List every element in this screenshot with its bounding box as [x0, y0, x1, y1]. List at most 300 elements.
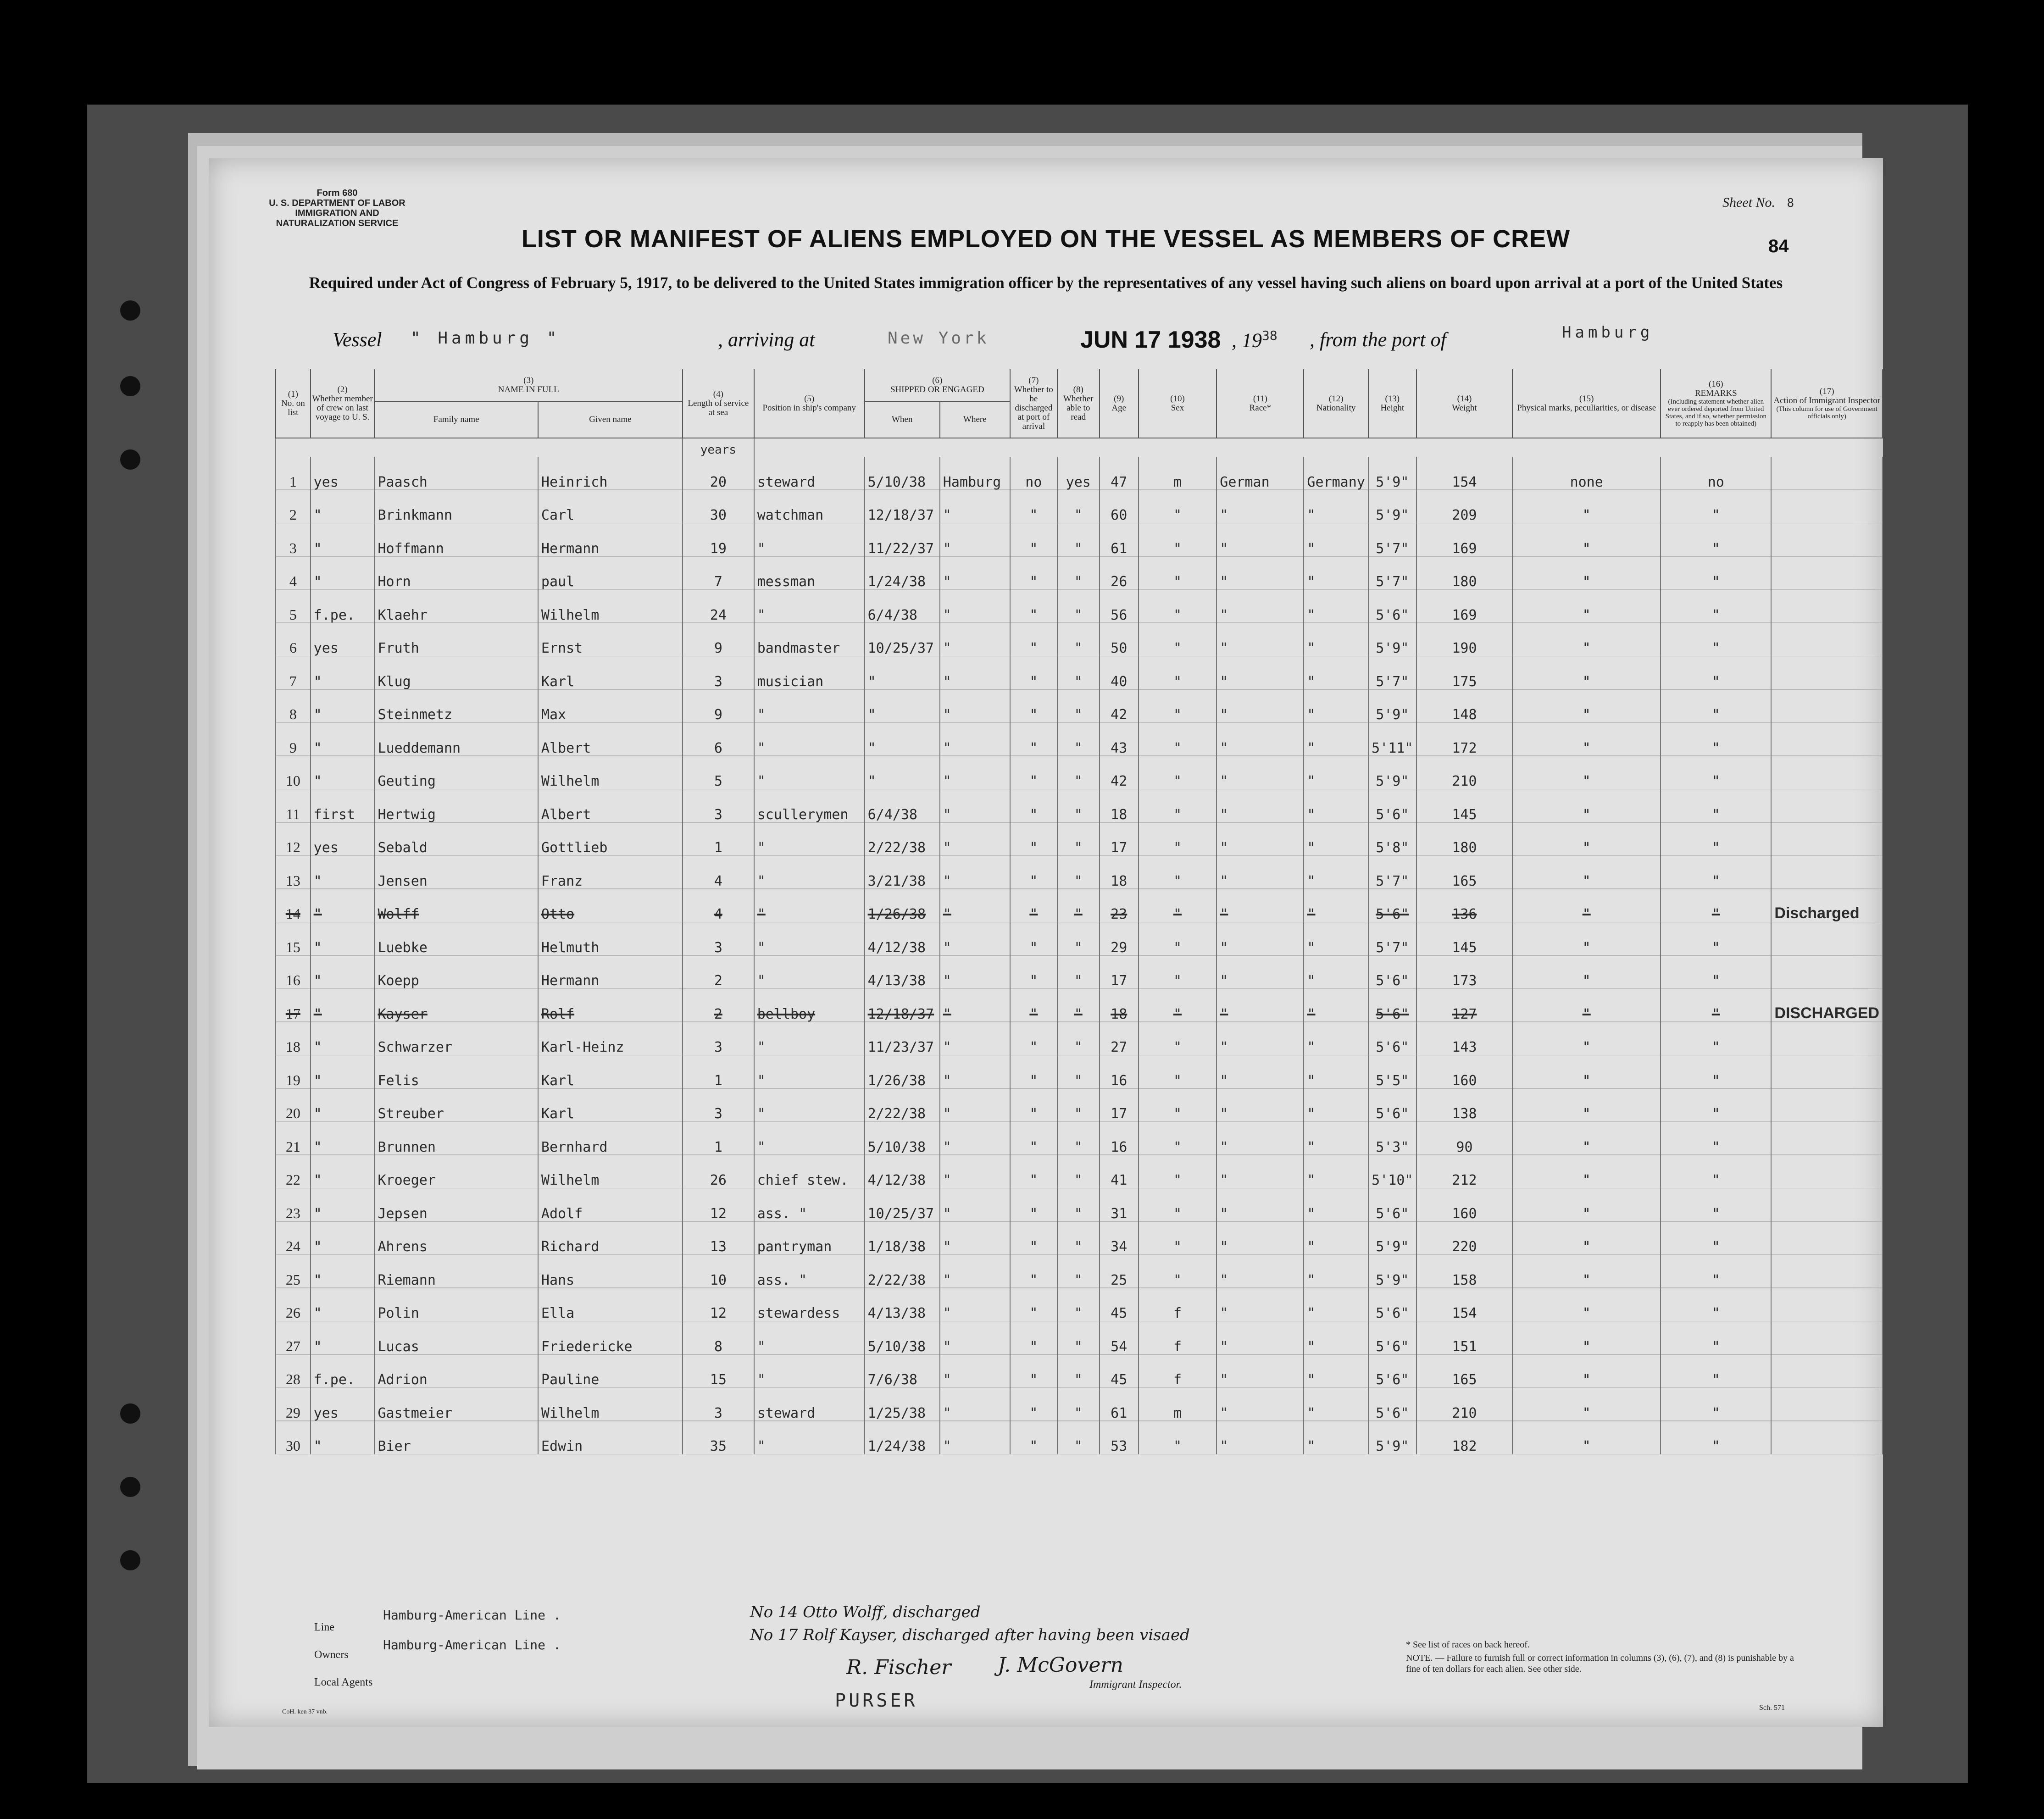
cell-race: "	[1216, 856, 1304, 889]
cell-read: "	[1057, 1288, 1100, 1322]
cell-prev: "	[311, 922, 375, 956]
cell-given: Ella	[538, 1288, 683, 1322]
col-num: (17)	[1819, 386, 1834, 396]
cell-sex: "	[1139, 922, 1217, 956]
cell-position: "	[754, 1421, 865, 1455]
cell-no: 30	[276, 1421, 311, 1455]
cell-age: 40	[1100, 656, 1139, 690]
col-label: No. on list	[281, 398, 305, 417]
cell-sex: f	[1139, 1288, 1217, 1322]
cell-nationality: "	[1304, 922, 1368, 956]
cell-given: Hermann	[538, 956, 683, 989]
cell-discharge: "	[1010, 1288, 1057, 1322]
cell-race: "	[1216, 1122, 1304, 1155]
cell-family: Wolff	[374, 889, 538, 923]
cell-weight: 158	[1416, 1255, 1512, 1288]
cell-no: 10	[276, 756, 311, 790]
cell-where: "	[940, 1188, 1010, 1222]
table-row	[276, 1355, 1883, 1388]
cell-age: 23	[1100, 889, 1139, 923]
cell-given: Gottlieb	[538, 823, 683, 856]
cell-family: Luebke	[374, 922, 538, 956]
col-label: Position in ship's company	[762, 403, 856, 413]
cell-nationality: "	[1304, 789, 1368, 823]
cell-no: 14	[276, 889, 311, 923]
form-number: Form 680	[317, 188, 358, 198]
cell-read: "	[1057, 1321, 1100, 1355]
cell-remarks: "	[1661, 1089, 1771, 1122]
cell-marks: "	[1512, 956, 1661, 989]
col-num: (1)	[288, 389, 298, 399]
cell-discharge: "	[1010, 1155, 1057, 1189]
cell-age: 16	[1100, 1055, 1139, 1089]
cell-remarks: "	[1661, 1355, 1771, 1388]
cell-position: stewardess	[754, 1288, 865, 1322]
cell-race: "	[1216, 690, 1304, 723]
cell-discharge: "	[1010, 989, 1057, 1022]
cell-where: "	[940, 856, 1010, 889]
cell-action	[1771, 756, 1883, 790]
cell-nationality: "	[1304, 1022, 1368, 1056]
cell-position: scullerymen	[754, 789, 865, 823]
cell-remarks: "	[1661, 557, 1771, 590]
page-number: 84	[1768, 236, 1789, 256]
cell-weight: 145	[1416, 922, 1512, 956]
cell-age: 60	[1100, 490, 1139, 524]
cell-height: 5'3"	[1368, 1122, 1416, 1155]
cell-weight: 90	[1416, 1122, 1512, 1155]
cell-discharge: "	[1010, 889, 1057, 923]
cell-discharge: "	[1010, 956, 1057, 989]
cell-weight: 182	[1416, 1421, 1512, 1455]
cell-read: "	[1057, 490, 1100, 524]
col-num: (4)	[713, 389, 723, 399]
col-label: Length of service at sea	[688, 398, 749, 417]
cell-nationality: "	[1304, 856, 1368, 889]
cell-age: 18	[1100, 989, 1139, 1022]
cell-age: 41	[1100, 1155, 1139, 1189]
cell-weight: 180	[1416, 557, 1512, 590]
cell-marks: "	[1512, 1022, 1661, 1056]
cell-family: Koepp	[374, 956, 538, 989]
cell-action	[1771, 956, 1883, 989]
cell-nationality: "	[1304, 690, 1368, 723]
cell-action	[1771, 490, 1883, 524]
col-num: (2)	[337, 384, 348, 394]
cell-action	[1771, 856, 1883, 889]
cell-family: Hertwig	[374, 789, 538, 823]
cell-position: messman	[754, 557, 865, 590]
cell-read: "	[1057, 989, 1100, 1022]
cell-prev: "	[311, 523, 375, 557]
cell-when: 11/22/37	[865, 523, 940, 557]
cell-where: Hamburg	[940, 457, 1010, 490]
cell-no: 20	[276, 1089, 311, 1122]
cell-prev: yes	[311, 623, 375, 657]
col-label: Action of Immigrant Inspector	[1773, 395, 1881, 405]
cell-weight: 165	[1416, 1355, 1512, 1388]
cell-height: 5'7"	[1368, 922, 1416, 956]
cell-no: 19	[276, 1055, 311, 1089]
col-header-7	[1010, 369, 1057, 438]
cell-action	[1771, 1421, 1883, 1455]
page-title: LIST OR MANIFEST OF ALIENS EMPLOYED ON THE VESSEL AS MEMBERS OF CREW	[521, 225, 1571, 253]
cell-read: "	[1057, 1155, 1100, 1189]
cell-weight: 210	[1416, 756, 1512, 790]
cell-read: "	[1057, 690, 1100, 723]
col-header-10	[1139, 369, 1217, 438]
col-label: REMARKS	[1694, 388, 1737, 398]
cell-where: "	[940, 690, 1010, 723]
inspector-signature: J. McGovern	[998, 1653, 1123, 1677]
cell-age: 54	[1100, 1321, 1139, 1355]
manifest-rows	[276, 438, 1883, 1454]
cell-race: "	[1216, 789, 1304, 823]
cell-remarks: "	[1661, 623, 1771, 657]
binder-hole	[120, 376, 140, 396]
cell-race: "	[1216, 490, 1304, 524]
cell-read: "	[1057, 856, 1100, 889]
cell-discharge: "	[1010, 1255, 1057, 1288]
cell-race: "	[1216, 1222, 1304, 1255]
cell-remarks: "	[1661, 1255, 1771, 1288]
cell-prev: yes	[311, 457, 375, 490]
handwritten-note-17: No 17 Rolf Kayser, discharged after having been visaed	[750, 1626, 1190, 1644]
line-label: Line	[314, 1621, 334, 1633]
cell-prev: "	[311, 989, 375, 1022]
col-num: (14)	[1457, 394, 1472, 404]
cell-where: "	[940, 1022, 1010, 1056]
cell-marks: "	[1512, 823, 1661, 856]
cell-action	[1771, 1321, 1883, 1355]
cell-race: "	[1216, 989, 1304, 1022]
cell-sex: "	[1139, 789, 1217, 823]
cell-no: 6	[276, 623, 311, 657]
cell-remarks: "	[1661, 490, 1771, 524]
cell-service: 13	[683, 1222, 754, 1255]
service-name: IMMIGRATION AND NATURALIZATION SERVICE	[276, 208, 399, 228]
cell-age: 18	[1100, 856, 1139, 889]
cell-marks: "	[1512, 1155, 1661, 1189]
cell-marks: "	[1512, 1255, 1661, 1288]
cell-sex: "	[1139, 1055, 1217, 1089]
table-row	[276, 1321, 1883, 1355]
cell-race: "	[1216, 656, 1304, 690]
cell-remarks: "	[1661, 1222, 1771, 1255]
cell-sex: "	[1139, 590, 1217, 623]
cell-race: "	[1216, 590, 1304, 623]
cell-weight: 212	[1416, 1155, 1512, 1189]
table-row	[276, 690, 1883, 723]
cell-sex: "	[1139, 756, 1217, 790]
cell-given: Rolf	[538, 989, 683, 1022]
cell-discharge: "	[1010, 557, 1057, 590]
cell-marks: "	[1512, 1355, 1661, 1388]
cell-race: "	[1216, 1388, 1304, 1421]
cell-sex: "	[1139, 956, 1217, 989]
cell-read: "	[1057, 1089, 1100, 1122]
cell-family: Sebald	[374, 823, 538, 856]
cell-nationality: "	[1304, 1155, 1368, 1189]
cell-weight: 175	[1416, 656, 1512, 690]
cell-where: "	[940, 1355, 1010, 1388]
cell-service: 15	[683, 1355, 754, 1388]
cell-read: "	[1057, 823, 1100, 856]
table-row	[276, 989, 1883, 1022]
cell-discharge: "	[1010, 922, 1057, 956]
cell-height: 5'6"	[1368, 1188, 1416, 1222]
cell-discharge: "	[1010, 1188, 1057, 1222]
cell-no: 22	[276, 1155, 311, 1189]
cell-prev: "	[311, 889, 375, 923]
cell-read: "	[1057, 590, 1100, 623]
cell-nationality: "	[1304, 1421, 1368, 1455]
cell-weight: 173	[1416, 956, 1512, 989]
owners-label: Owners	[314, 1649, 349, 1661]
cell-height: 5'11"	[1368, 723, 1416, 756]
cell-no: 5	[276, 590, 311, 623]
cell-discharge: "	[1010, 490, 1057, 524]
cell-action	[1771, 457, 1883, 490]
cell-read: "	[1057, 557, 1100, 590]
cell-race: "	[1216, 823, 1304, 856]
cell-remarks: "	[1661, 690, 1771, 723]
cell-position: "	[754, 690, 865, 723]
cell-remarks: "	[1661, 1122, 1771, 1155]
cell-race: "	[1216, 623, 1304, 657]
cell-when: "	[865, 690, 940, 723]
cell-discharge: "	[1010, 756, 1057, 790]
cell-race: "	[1216, 523, 1304, 557]
cell-given: Pauline	[538, 1355, 683, 1388]
cell-when: 12/18/37	[865, 490, 940, 524]
cell-position: bandmaster	[754, 623, 865, 657]
cell-weight: 172	[1416, 723, 1512, 756]
vessel-label: Vessel	[333, 328, 382, 351]
cell-service: 2	[683, 989, 754, 1022]
cell-when: 1/18/38	[865, 1222, 940, 1255]
cell-no: 27	[276, 1321, 311, 1355]
col-label: Race*	[1249, 403, 1272, 413]
cell-where: "	[940, 723, 1010, 756]
cell-no: 16	[276, 956, 311, 989]
cell-action	[1771, 1355, 1883, 1388]
cell-marks: "	[1512, 557, 1661, 590]
table-row	[276, 523, 1883, 557]
cell-when: "	[865, 723, 940, 756]
cell-remarks: "	[1661, 1155, 1771, 1189]
cell-marks: "	[1512, 1421, 1661, 1455]
cell-age: 42	[1100, 756, 1139, 790]
cell-family: Horn	[374, 557, 538, 590]
cell-service: 24	[683, 590, 754, 623]
cell-no: 26	[276, 1288, 311, 1322]
cell-where: "	[940, 590, 1010, 623]
cell-discharge: "	[1010, 1321, 1057, 1355]
col-num: (16)	[1708, 379, 1723, 389]
cell-prev: yes	[311, 1388, 375, 1421]
cell-marks: "	[1512, 889, 1661, 923]
cell-service: 1	[683, 1122, 754, 1155]
col-header-16	[1661, 369, 1771, 438]
cell-when: 4/13/38	[865, 1288, 940, 1322]
cell-where: "	[940, 1222, 1010, 1255]
cell-weight: 151	[1416, 1321, 1512, 1355]
cell-weight: 210	[1416, 1388, 1512, 1421]
cell-height: 5'9"	[1368, 1222, 1416, 1255]
cell-action	[1771, 1155, 1883, 1189]
cell-height: 5'9"	[1368, 457, 1416, 490]
cell-action	[1771, 1222, 1883, 1255]
cell-action	[1771, 1255, 1883, 1288]
cell-height: 5'9"	[1368, 1255, 1416, 1288]
cell-family: Fruth	[374, 623, 538, 657]
cell-no: 17	[276, 989, 311, 1022]
cell-race: "	[1216, 889, 1304, 923]
cell-when: 6/4/38	[865, 590, 940, 623]
cell-remarks: "	[1661, 723, 1771, 756]
cell-family: Lueddemann	[374, 723, 538, 756]
col-header-17	[1771, 369, 1883, 438]
cell-discharge: "	[1010, 723, 1057, 756]
cell-weight: 160	[1416, 1055, 1512, 1089]
cell-discharge: "	[1010, 1222, 1057, 1255]
cell-service: 19	[683, 523, 754, 557]
table-row	[276, 1421, 1883, 1455]
table-row	[276, 656, 1883, 690]
cell-where: "	[940, 523, 1010, 557]
cell-action: Discharged	[1771, 889, 1883, 923]
cell-position: "	[754, 922, 865, 956]
cell-given: Albert	[538, 723, 683, 756]
cell-remarks: "	[1661, 590, 1771, 623]
races-note: * See list of races on back hereof.	[1406, 1640, 1530, 1650]
cell-height: 5'9"	[1368, 756, 1416, 790]
cell-family: Polin	[374, 1288, 538, 1322]
cell-sex: f	[1139, 1355, 1217, 1388]
table-row	[276, 1022, 1883, 1056]
col-header-2	[311, 369, 375, 438]
cell-position: "	[754, 1321, 865, 1355]
cell-height: 5'6"	[1368, 1321, 1416, 1355]
cell-marks: "	[1512, 723, 1661, 756]
cell-read: "	[1057, 1022, 1100, 1056]
table-row	[276, 1188, 1883, 1222]
cell-no: 15	[276, 922, 311, 956]
cell-remarks: "	[1661, 1388, 1771, 1421]
cell-nationality: Germany	[1304, 457, 1368, 490]
cell-height: 5'6"	[1368, 989, 1416, 1022]
purser-signature: R. Fischer	[846, 1656, 951, 1679]
cell-weight: 143	[1416, 1022, 1512, 1056]
cell-read: "	[1057, 1055, 1100, 1089]
col-header-3	[374, 369, 683, 401]
cell-race: German	[1216, 457, 1304, 490]
cell-no: 4	[276, 557, 311, 590]
cell-where: "	[940, 1288, 1010, 1322]
cell-weight: 148	[1416, 690, 1512, 723]
cell-weight: 160	[1416, 1188, 1512, 1222]
col-num: (8)	[1073, 384, 1083, 394]
cell-where: "	[940, 889, 1010, 923]
cell-service: 6	[683, 723, 754, 756]
page-subtitle: Required under Act of Congress of February 5, 1917, to be delivered to the United States immigration officer by the representatives of any vessel having such aliens on board upon arrival at a port of the United States	[309, 274, 1783, 292]
cell-family: Kroeger	[374, 1155, 538, 1189]
cell-marks: "	[1512, 922, 1661, 956]
col-label: Height	[1380, 403, 1405, 413]
cell-when: 2/22/38	[865, 1089, 940, 1122]
cell-service: 3	[683, 789, 754, 823]
binder-hole	[120, 1477, 140, 1497]
col-header-11	[1216, 369, 1304, 438]
cell-height: 5'6"	[1368, 1089, 1416, 1122]
cell-prev: "	[311, 656, 375, 690]
cell-marks: "	[1512, 690, 1661, 723]
cell-given: Bernhard	[538, 1122, 683, 1155]
cell-prev: "	[311, 1155, 375, 1189]
table-row	[276, 856, 1883, 889]
cell-age: 29	[1100, 922, 1139, 956]
cell-prev: "	[311, 1421, 375, 1455]
cell-remarks: "	[1661, 889, 1771, 923]
cell-when: 4/13/38	[865, 956, 940, 989]
table-row	[276, 457, 1883, 490]
cell-position: steward	[754, 1388, 865, 1421]
cell-discharge: "	[1010, 523, 1057, 557]
cell-no: 12	[276, 823, 311, 856]
cell-age: 61	[1100, 523, 1139, 557]
cell-family: Klug	[374, 656, 538, 690]
cell-no: 13	[276, 856, 311, 889]
cell-nationality: "	[1304, 1055, 1368, 1089]
cell-when: 2/22/38	[865, 823, 940, 856]
cell-remarks: "	[1661, 789, 1771, 823]
col-header-5	[754, 369, 865, 438]
cell-prev: "	[311, 1288, 375, 1322]
cell-weight: 138	[1416, 1089, 1512, 1122]
cell-race: "	[1216, 1155, 1304, 1189]
cell-when: 7/6/38	[865, 1355, 940, 1388]
printer-mark: CoH. ken 37 vnb.	[282, 1708, 328, 1715]
cell-sex: "	[1139, 1089, 1217, 1122]
cell-action	[1771, 656, 1883, 690]
cell-where: "	[940, 623, 1010, 657]
cell-discharge: "	[1010, 1022, 1057, 1056]
cell-height: 5'9"	[1368, 690, 1416, 723]
cell-marks: "	[1512, 1055, 1661, 1089]
cell-age: 53	[1100, 1421, 1139, 1455]
cell-no: 7	[276, 656, 311, 690]
col-num: (12)	[1328, 394, 1344, 404]
cell-prev: "	[311, 557, 375, 590]
cell-family: Streuber	[374, 1089, 538, 1122]
year-prefix: , 19	[1232, 329, 1262, 352]
cell-marks: "	[1512, 623, 1661, 657]
col-header-15	[1512, 369, 1661, 438]
cell-given: Adolf	[538, 1188, 683, 1222]
table-row	[276, 1388, 1883, 1421]
cell-age: 42	[1100, 690, 1139, 723]
cell-height: 5'9"	[1368, 623, 1416, 657]
table-row	[276, 1155, 1883, 1189]
inspector-label: Immigrant Inspector.	[1089, 1679, 1182, 1691]
cell-height: 5'7"	[1368, 656, 1416, 690]
cell-family: Adrion	[374, 1355, 538, 1388]
table-row	[276, 1089, 1883, 1122]
cell-where: "	[940, 756, 1010, 790]
cell-sex: m	[1139, 1388, 1217, 1421]
cell-remarks: "	[1661, 523, 1771, 557]
